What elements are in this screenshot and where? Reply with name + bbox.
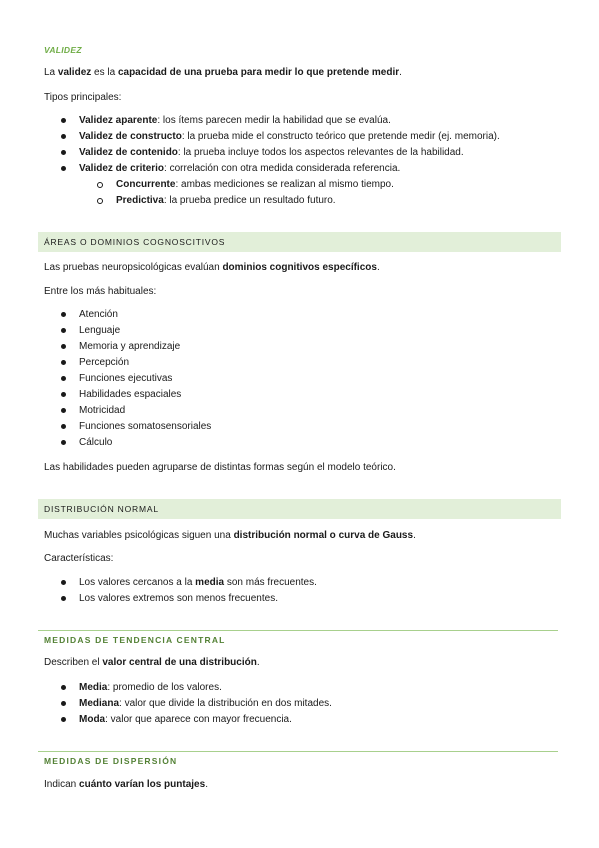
types-label: Tipos principales: — [44, 92, 122, 103]
list-item: Validez de contenido: la prueba incluye todos los aspectos relevantes de la habilidad. — [79, 147, 464, 158]
sub-list-item: Predictiva: la prueba predice un resultado futuro. — [116, 195, 336, 206]
bullet-icon — [61, 134, 66, 139]
list-item: Validez de criterio: correlación con otra medida considerada referencia. — [79, 163, 401, 174]
list-item: Moda: valor que aparece con mayor frecuencia. — [79, 714, 292, 725]
bullet-icon — [61, 150, 66, 155]
list-item: Lenguaje — [79, 325, 121, 336]
list-item: Validez aparente: los ítems parecen medir la habilidad que se evalúa. — [79, 115, 391, 126]
areas-list-label: Entre los más habituales: — [44, 286, 157, 297]
areas-intro: Las pruebas neuropsicológicas evalúan dominios cognitivos específicos. — [44, 262, 380, 273]
normal-list-label: Características: — [44, 553, 114, 564]
bullet-icon — [61, 408, 66, 413]
bullet-icon — [61, 701, 66, 706]
list-item: Los valores cercanos a la media son más frecuentes. — [79, 577, 317, 588]
list-item: Media: promedio de los valores. — [79, 682, 222, 693]
section-heading-normal: DISTRIBUCIÓN NORMAL — [44, 504, 159, 514]
bullet-icon — [61, 376, 66, 381]
list-item: Cálculo — [79, 437, 113, 448]
bullet-icon — [61, 424, 66, 429]
bullet-icon — [61, 360, 66, 365]
list-item: Los valores extremos son menos frecuentes. — [79, 593, 278, 604]
section-rule-tendencia — [38, 630, 558, 631]
bullet-icon — [61, 344, 66, 349]
areas-closing: Las habilidades pueden agruparse de distintas formas según el modelo teórico. — [44, 462, 396, 473]
section-heading-areas: ÁREAS O DOMINIOS COGNOSCITIVOS — [44, 237, 226, 247]
validez-definition: La validez es la capacidad de una prueba para medir lo que pretende medir. — [44, 67, 402, 78]
list-item: Atención — [79, 309, 118, 320]
tendencia-intro: Describen el valor central de una distribución. — [44, 657, 260, 668]
sub-list-item: Concurrente: ambas mediciones se realizan al mismo tiempo. — [116, 179, 394, 190]
list-item: Percepción — [79, 357, 130, 368]
dispersion-intro: Indican cuánto varían los puntajes. — [44, 779, 208, 790]
list-item: Motricidad — [79, 405, 126, 416]
normal-intro: Muchas variables psicológicas siguen una distribución normal o curva de Gauss. — [44, 530, 416, 541]
bullet-icon — [61, 596, 66, 601]
list-item: Mediana: valor que divide la distribución en dos mitades. — [79, 698, 332, 709]
list-item: Funciones ejecutivas — [79, 373, 173, 384]
bullet-icon — [61, 580, 66, 585]
bullet-icon — [61, 392, 66, 397]
section-rule-dispersion — [38, 751, 558, 752]
bullet-icon — [61, 166, 66, 171]
bullet-icon — [61, 685, 66, 690]
bullet-icon — [61, 717, 66, 722]
list-item: Habilidades espaciales — [79, 389, 182, 400]
bullet-icon — [61, 328, 66, 333]
list-item: Validez de constructo: la prueba mide el constructo teórico que pretende medir (ej. memoria). — [79, 131, 500, 142]
bullet-icon — [61, 440, 66, 445]
circle-bullet-icon — [97, 198, 103, 204]
bullet-icon — [61, 312, 66, 317]
section-heading-tendencia: MEDIDAS DE TENDENCIA CENTRAL — [44, 635, 226, 645]
bullet-icon — [61, 118, 66, 123]
list-item: Memoria y aprendizaje — [79, 341, 181, 352]
list-item: Funciones somatosensoriales — [79, 421, 212, 432]
section-heading-dispersion: MEDIDAS DE DISPERSIÓN — [44, 756, 178, 766]
section-heading-validez: VALIDEZ — [44, 45, 82, 55]
circle-bullet-icon — [97, 182, 103, 188]
